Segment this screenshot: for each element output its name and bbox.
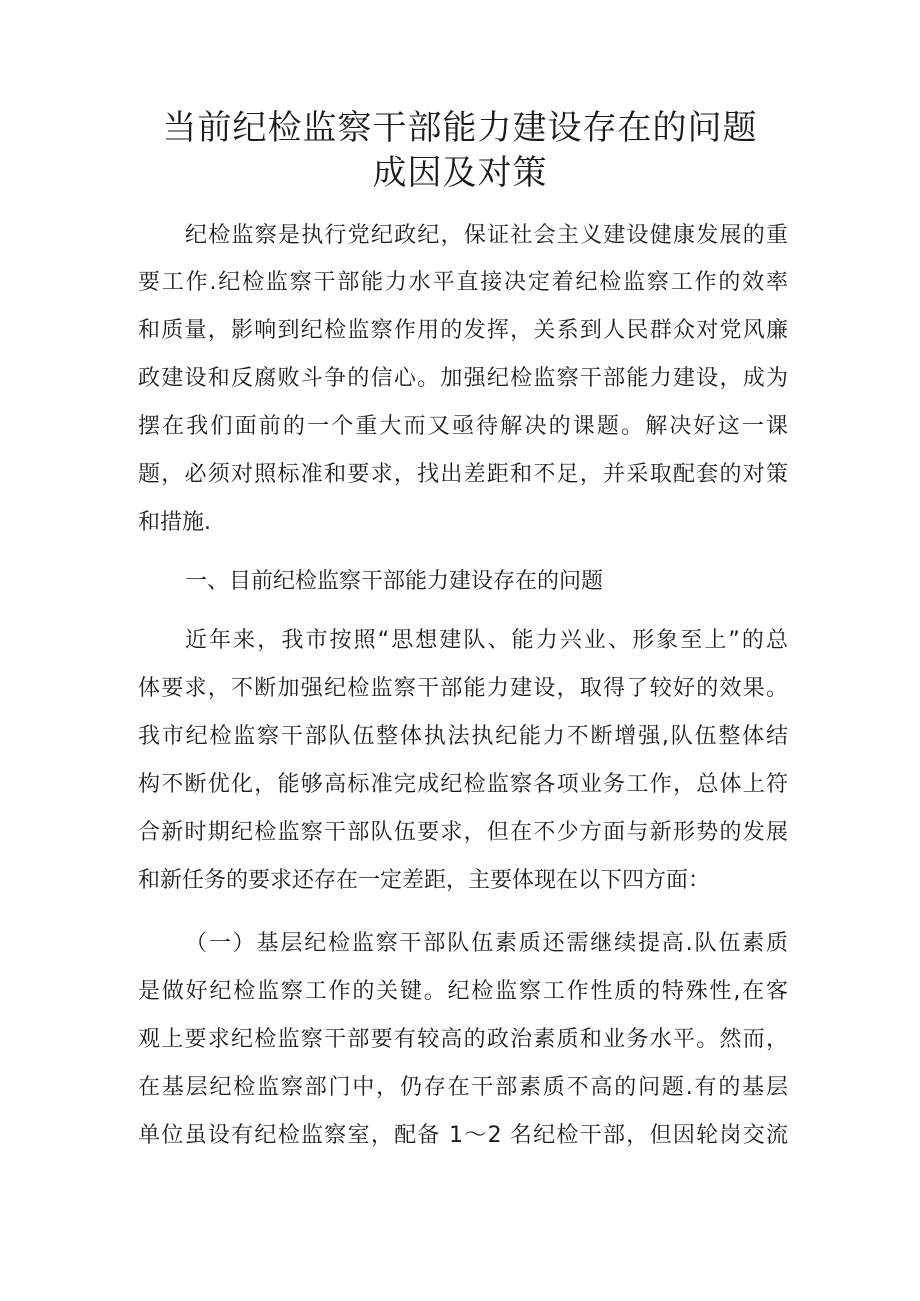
paragraph-line: 是做好纪检监察工作的关键。纪检监察工作性质的特殊性,在客 [138, 979, 788, 1004]
paragraph-line: 构不断优化，能够高标准完成纪检监察各项业务工作，总体上符 [138, 772, 788, 797]
paragraph-line: 摆在我们面前的一个重大而又亟待解决的课题。解决好这一课 [138, 414, 788, 439]
document-title-line-1: 当前纪检监察干部能力建设存在的问题 [162, 108, 758, 148]
paragraph-line: 我市纪检监察干部队伍整体执法执纪能力不断增强,队伍整体结 [138, 724, 788, 749]
document-title-line-2: 成因及对策 [372, 153, 548, 193]
paragraph-line: 和措施. [138, 510, 211, 535]
paragraph-line: 在基层纪检监察部门中，仍存在干部素质不高的问题.有的基层 [138, 1075, 788, 1100]
paragraph-line: 和质量，影响到纪检监察作用的发挥，关系到人民群众对党风廉 [138, 318, 788, 343]
paragraph-line: 单位虽设有纪检监察室，配备 1～2 名纪检干部，但因轮岗交流 [138, 1123, 788, 1148]
paragraph-line: 和新任务的要求还存在一定差距，主要体现在以下四方面： [138, 868, 711, 893]
paragraph-line: 体要求，不断加强纪检监察干部能力建设，取得了较好的效果。 [138, 676, 788, 701]
paragraph-line: 要工作.纪检监察干部能力水平直接决定着纪检监察工作的效率 [138, 270, 788, 295]
section-heading-text: 一、目前纪检监察干部能力建设存在的问题 [185, 569, 604, 594]
paragraph-line: 近年来，我市按照“思想建队、能力兴业、形象至上”的总 [185, 628, 788, 653]
paragraph-line: 观上要求纪检监察干部要有较高的政治素质和业务水平。然而， [138, 1027, 788, 1052]
paragraph-line: 政建设和反腐败斗争的信心。加强纪检监察干部能力建设，成为 [138, 366, 788, 391]
paragraph-line: 题，必须对照标准和要求，找出差距和不足，并采取配套的对策 [138, 462, 788, 487]
paragraph-line: 纪检监察是执行党纪政纪，保证社会主义建设健康发展的重 [185, 223, 788, 248]
paragraph-line: 合新时期纪检监察干部队伍要求，但在不少方面与新形势的发展 [138, 820, 788, 845]
paragraph-line: （一）基层纪检监察干部队伍素质还需继续提高.队伍素质 [185, 931, 788, 956]
